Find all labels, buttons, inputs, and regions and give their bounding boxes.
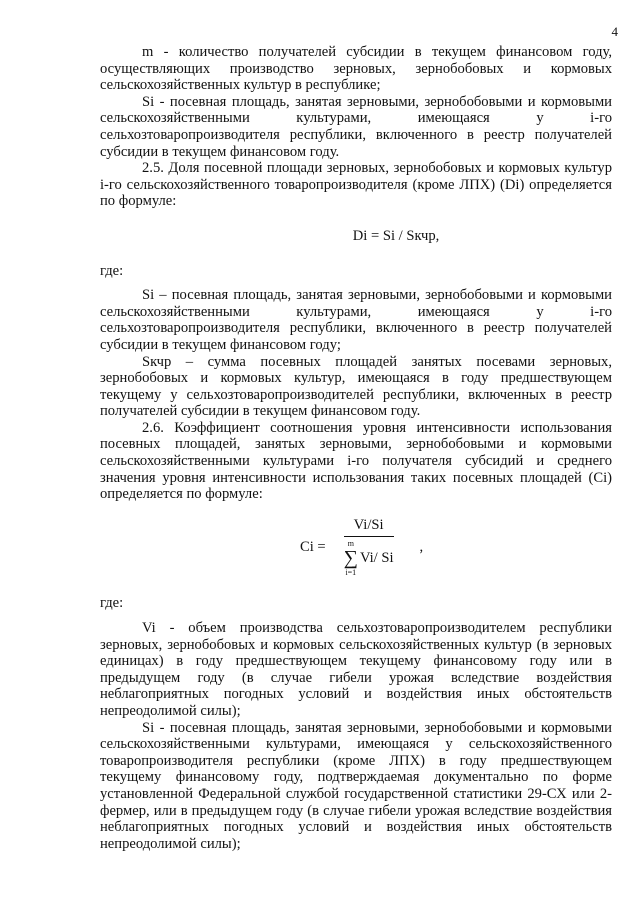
formula-ci-numerator: Vi/Si (344, 517, 394, 538)
page-number: 4 (611, 24, 618, 39)
formula-di: Di = Si / Sкчр, (352, 227, 440, 244)
document-body (100, 44, 612, 852)
sum-upper-limit: m (347, 539, 354, 549)
sum-symbol: ∑ (343, 547, 358, 570)
formula-ci-denominator (344, 537, 394, 577)
paragraph-vi-definition: Vi - объем производства сельхозтоваропроизводителем республики зерновых, зернобобовых и кормовых сельскохозяйственных культур (в зерновых единицах) в году предшествующем текущему финансовому году или в предыдущем году (в случае гибели урожая вследствие воздействия неблагоприятных погодных условий и воздействия иных обстоятельств непреодолимой силы); (100, 620, 612, 719)
paragraph-si-definition: Si - посевная площадь, занятая зерновыми, зернобобовыми и кормовыми сельскохозяйственными культурами, имеющаяся у i-го сельхозтоваропроизводителя республики, включенного в реестр получателей субсидии в текущем финансовом году. (100, 93, 612, 160)
sum-lower-limit: i=1 (345, 568, 357, 578)
paragraph-si-definition-3: Si - посевная площадь, занятая зерновыми, зернобобовыми и кормовыми сельскохозяйственными культурами, имеющаяся у сельскохозяйственного товаропроизводителя республики (кроме ЛПХ) в году предшествующем текущему финансовому году, подтверждаемая документально по форме установленной Федеральной службой государственной статистики 29-СХ или 2-фермер, или в предыдущем году (в случае гибели урожая вследствие воздействия неблагоприятных погодных условий и воздействия иных обстоятельств непреодолимой силы); (100, 719, 612, 852)
paragraph-skchr-definition: Sкчр – сумма посевных площадей занятых посевами зерновых, зернобобовых и кормовых культур, имеющаяся в году предшествующем текущему у сельхозтоваропроизводителей республики, включенных в реестр получателей субсидии в текущем финансовом году. (100, 353, 612, 420)
formula-ci (100, 517, 612, 578)
paragraph-m-definition: m - количество получателей субсидии в текущем финансовом году, осуществляющих производство зерновых, зернобобовых и кормовых сельскохозяйственных культур в республике; (100, 44, 612, 94)
paragraph-2-5: 2.5. Доля посевной площади зерновых, зернобобовых и кормовых культур i-го сельскохозяйственного товаропроизводителя (кроме ЛПХ) (Di) определяется по формуле: (100, 160, 612, 210)
formula-ci-denominator-text: Vi/ Si (359, 550, 394, 567)
paragraph-2-6: 2.6. Коэффициент соотношения уровня интенсивности использования посевных площадей, занятых зерновыми, зернобобовыми и кормовыми сельскохозяйственными культурами i-го получателя субсидий и среднего значения уровня интенсивности использования таких посевных площадей (Ci) определяется по формуле: (100, 419, 612, 503)
where-label-1: где: (100, 262, 124, 279)
formula-ci-lhs: Ci = (300, 538, 326, 555)
paragraph-si-definition-2: Si – посевная площадь, занятая зерновыми, зернобобовыми и кормовыми сельскохозяйственными культурами, имеющаяся у i-го сельхозтоваропроизводителя республики, включенного в реестр получателей субсидии в текущем финансовом году; (100, 287, 612, 353)
sum-sign (344, 539, 358, 577)
where-label-2: где: (100, 595, 124, 612)
formula-ci-fraction (344, 517, 394, 578)
formula-ci-comma: , (419, 538, 424, 555)
